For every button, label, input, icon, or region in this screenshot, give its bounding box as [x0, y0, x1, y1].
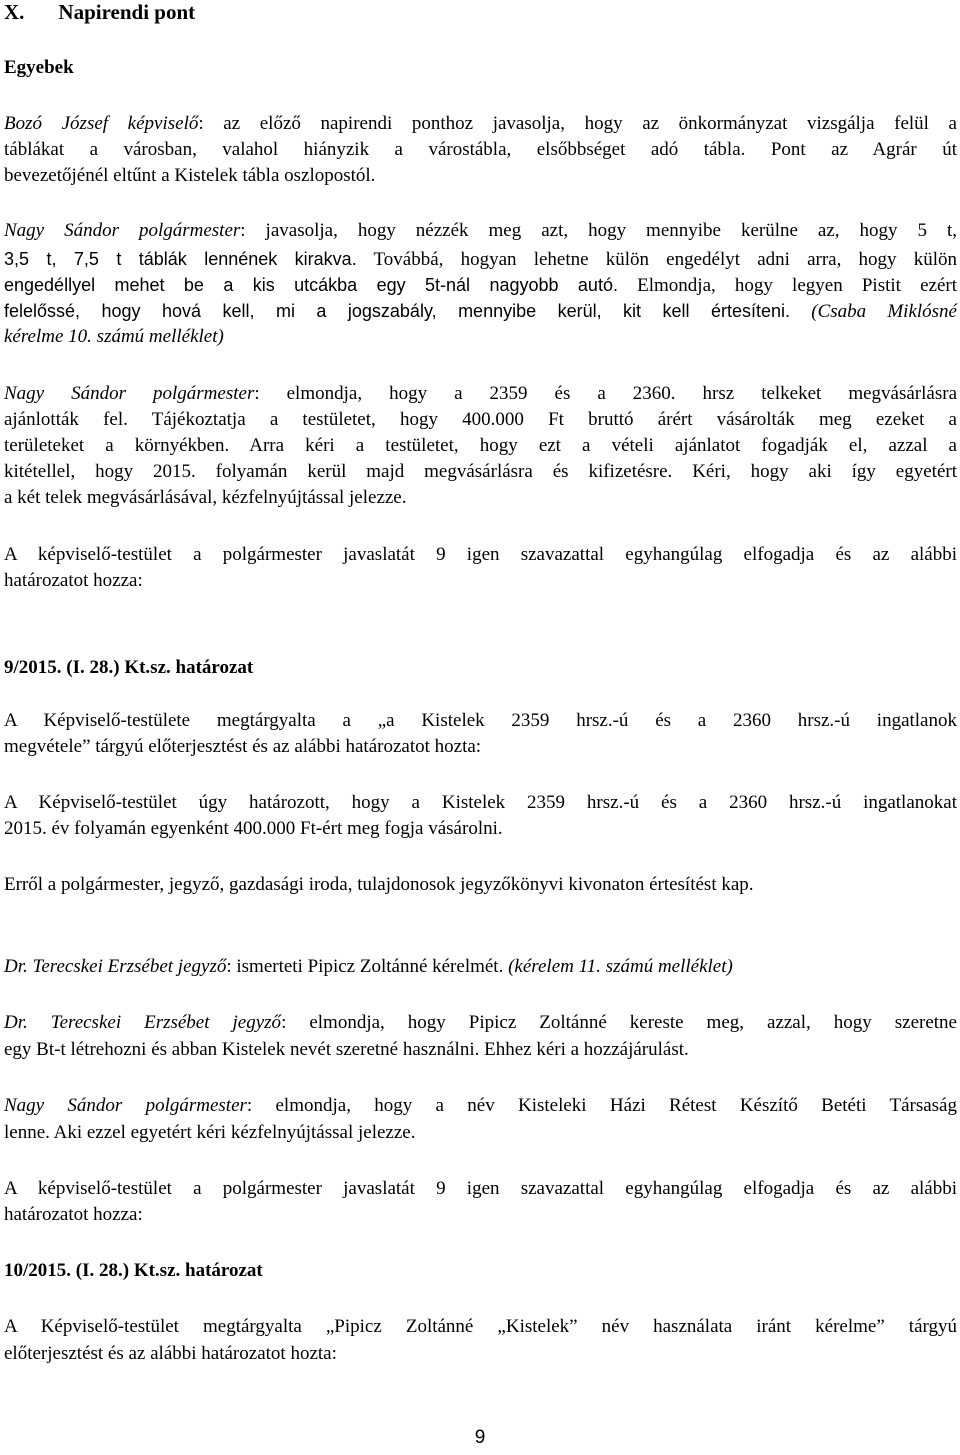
- speaker-name: Bozó József képviselő: [4, 113, 199, 134]
- vote1-line-1: A képviselő-testület a polgármester javaslatát 9 igen szavazattal egyhangúlag elfogadja és az alábbi: [4, 544, 957, 565]
- resolution-1-title: 9/2015. (I. 28.) Kt.sz. határozat: [4, 657, 254, 678]
- vote2-line-1: A képviselő-testület a polgármester javaslatát 9 igen szavazattal egyhangúlag elfogadja és az alábbi: [4, 1178, 957, 1199]
- p4-line-1: Dr. Terecskei Erzsébet jegyző: ismerteti Pipicz Zoltánné kérelmét. (kérelem 11. számú melléklet): [4, 956, 733, 977]
- p2-line-4: felelőssé, hogy hová kell, mi a jogszabály, mennyibe kerül, kit kell értesíteni. (Csaba Miklósné: [4, 301, 957, 322]
- res1-line-5: Erről a polgármester, jegyző, gazdasági iroda, tulajdonosok jegyzőkönyvi kivonaton értesítést kap.: [4, 874, 754, 895]
- p1-line-3: bevezetőjénél eltűnt a Kistelek tábla oszlopostól.: [4, 165, 376, 186]
- p5-line-1: Dr. Terecskei Erzsébet jegyző: elmondja, hogy Pipicz Zoltánné kereste meg, azzal, hogy szeretne: [4, 1012, 957, 1033]
- res2-line-1: A Képviselő-testület megtárgyalta „Pipicz Zoltánné „Kistelek” név használata iránt kérelme” tárgyú: [4, 1316, 957, 1337]
- subheading: Egyebek: [4, 57, 74, 78]
- p5-line-2: egy Bt-t létrehozni és abban Kistelek nevét szeretné használni. Ehhez kéri a hozzájárulást.: [4, 1039, 689, 1060]
- p1-line-2: táblákat a városban, valahol hiányzik a várostábla, elsőbbséget adó tábla. Pont az Agrár út: [4, 139, 957, 160]
- speaker-name: Dr. Terecskei Erzsébet jegyző: [4, 956, 227, 977]
- p6-line-2: lenne. Aki ezzel egyetért kéri kézfelnyújtással jelezze.: [4, 1122, 416, 1143]
- vote1-line-2: határozatot hozza:: [4, 570, 143, 591]
- resolution-2-title: 10/2015. (I. 28.) Kt.sz. határozat: [4, 1260, 263, 1281]
- p1-line-1: Bozó József képviselő: az előző napirendi ponthoz javasolja, hogy az önkormányzat vizsgálja felül a: [4, 113, 957, 134]
- p2-line-3: engedéllyel mehet be a kis utcákba egy 5t-nál nagyobb autó. Elmondja, hogy legyen Pistit ezért: [4, 275, 957, 296]
- p3-line-2: ajánlották fel. Tájékoztatja a testületet, hogy 400.000 Ft bruttó árért vásárolták meg ezeket a: [4, 409, 957, 430]
- section-title: Napirendi pont: [58, 0, 196, 24]
- p2-line-5: kérelme 10. számú melléklet): [4, 326, 224, 347]
- p2-line-2: 3,5 t, 7,5 t táblák lennének kirakva. Továbbá, hogyan lehetne külön engedélyt adni arra, hogy külön: [4, 249, 957, 270]
- p3-line-4: kitétellel, hogy 2015. folyamán kerül majd megvásárlásra és kifizetésre. Kéri, hogy aki így egyetért: [4, 461, 957, 482]
- section-number: X.: [4, 0, 25, 24]
- p2-line-1: Nagy Sándor polgármester: javasolja, hogy nézzék meg azt, hogy mennyibe kerülne az, hogy 5 t,: [4, 220, 957, 241]
- speaker-name: Nagy Sándor polgármester: [4, 220, 241, 241]
- p3-line-3: területeket a környékben. Arra kéri a testületet, hogy ezt a vételi ajánlatot fogadják el, azzal a: [4, 435, 957, 456]
- res2-line-2: előterjesztést és az alábbi határozatot hozta:: [4, 1343, 337, 1364]
- p6-line-1: Nagy Sándor polgármester: elmondja, hogy a név Kisteleki Házi Rétest Készítő Betéti Társaság: [4, 1095, 957, 1116]
- res1-line-1: A Képviselő-testülete megtárgyalta a „a Kistelek 2359 hrsz.-ú és a 2360 hrsz.-ú ingatlanok: [4, 710, 957, 731]
- speaker-name: Dr. Terecskei Erzsébet jegyző: [4, 1012, 282, 1033]
- res1-line-2: megvétele” tárgyú előterjesztést és az alábbi határozatot hozta:: [4, 736, 482, 757]
- vote2-line-2: határozatot hozza:: [4, 1204, 143, 1225]
- res1-line-4: 2015. év folyamán egyenként 400.000 Ft-ért meg fogja vásárolni.: [4, 818, 503, 839]
- p3-line-1: Nagy Sándor polgármester: elmondja, hogy a 2359 és a 2360. hrsz telkeket megvásárlásra: [4, 383, 958, 404]
- speaker-name: Nagy Sándor polgármester: [4, 1095, 247, 1116]
- section-heading: [4, 0, 957, 24]
- p3-line-5: a két telek megvásárlásával, kézfelnyújtással jelezze.: [4, 487, 407, 508]
- page-number: 9: [474, 1427, 486, 1448]
- speaker-name: Nagy Sándor polgármester: [4, 383, 255, 404]
- res1-line-3: A Képviselő-testület úgy határozott, hogy a Kistelek 2359 hrsz.-ú és a 2360 hrsz.-ú ingatlanokat: [4, 792, 957, 813]
